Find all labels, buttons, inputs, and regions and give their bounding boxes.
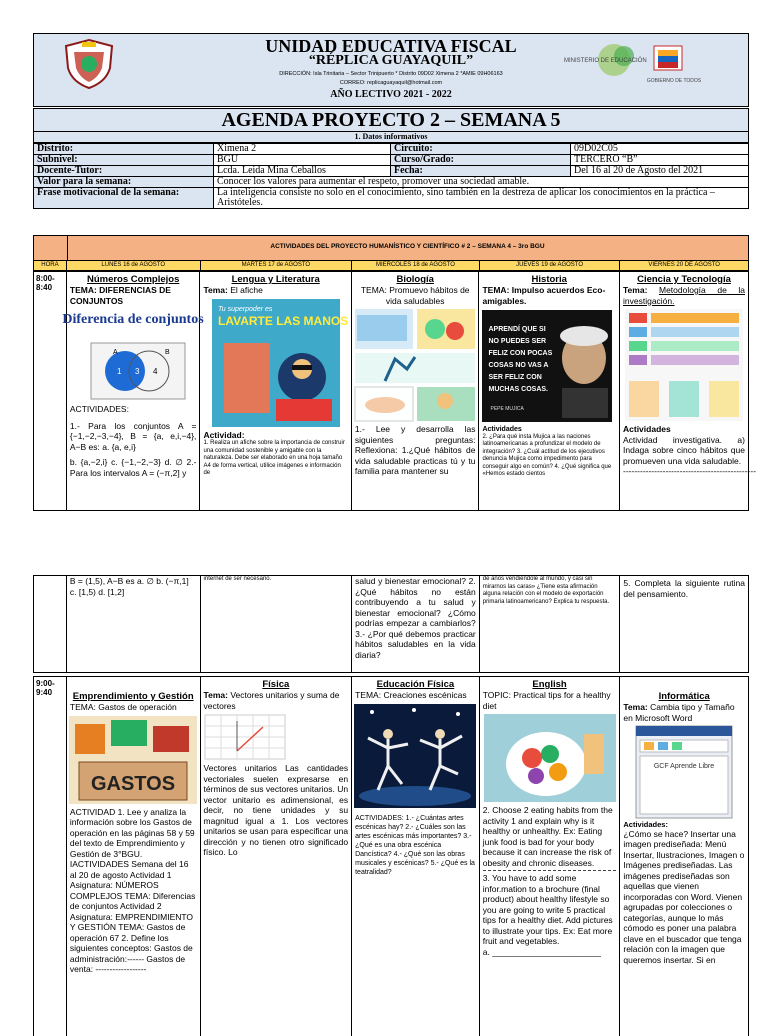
- ministry-logo-icon: [554, 38, 706, 86]
- gcf-text: GCF Aprende Libre: [654, 763, 715, 770]
- fecha-value: Del 16 al 20 de Agosto del 2021: [571, 166, 749, 177]
- subject-biologia: Biología: [396, 274, 434, 285]
- frase-label: Frase motivacional de la semana:: [34, 188, 214, 209]
- healthy-habits-image: [355, 309, 475, 421]
- day-martes: MARTES 17 de AGOSTO: [201, 261, 353, 270]
- viernes-cell-2: [620, 677, 748, 1036]
- word-screenshot-image: [636, 726, 732, 818]
- subject-numeros-complejos: Números Complejos: [86, 274, 180, 285]
- poster-line-1: Tu superpoder es: [217, 305, 273, 313]
- activities-title: ACTIVIDADES DEL PROYECTO HUMANÍSTICO Y CIENTÍFICO # 2 – SEMANA 4 – 3ro BGU: [270, 243, 545, 250]
- valor-label: Valor para la semana:: [34, 177, 214, 188]
- tema-lunes: TEMA: DIFERENCIAS DE CONJUNTOS: [69, 285, 171, 306]
- martes-cont: internet de ser necesario.: [203, 576, 272, 582]
- subject-fisica: Física: [262, 679, 290, 690]
- subnivel-label: Subnivel:: [34, 155, 214, 166]
- vector-grid-image: [205, 715, 285, 759]
- jueves-cell-2: [480, 677, 621, 1036]
- days-header-row: [33, 261, 749, 271]
- distrito-label: Distrito:: [34, 144, 214, 155]
- frase-value: La inteligencia consiste no solo en el conocimiento, sino también en la destreza de aplicar los conocimientos en la práctica – Aristóteles.: [214, 188, 749, 209]
- day-hora: HORA: [34, 261, 67, 270]
- miercoles-cell-2: [352, 677, 480, 1036]
- research-methodology-image: [625, 309, 743, 421]
- tema-martes-2: Vectores unitarios y suma de vectores: [203, 690, 340, 711]
- actividades-jueves: Actividades: [482, 426, 522, 433]
- tema-viernes-2: Cambia tipo y Tamaño en Microsoft Word: [623, 702, 735, 723]
- viernes-dashes: -----------------------------------------------: [623, 466, 757, 476]
- ministry-logo-text: MINISTERIO DE EDUCACIÓN: [564, 58, 647, 64]
- martes-cell-2: [201, 677, 353, 1036]
- schedule-row-1-continued: [33, 575, 749, 673]
- school-header: [33, 33, 749, 107]
- quote-text: APRENDÍ QUE SI NO PUEDES SER FELIZ CON POCAS COSAS NO VAS A SER FELIZ CON MUCHAS COSAS.: [488, 326, 553, 393]
- jueves-text: 2. ¿Para qué insta Mujica a las naciones latinoamericanas a profundizar el modelo de integración? 3. ¿Cuál actitud de los ejecutivos denuncia Mujica como impedimento para conseguir algo en común? 4. ¿Qué significa que «Hemos estado cientos: [482, 433, 612, 477]
- valor-value: Conocer los valores para aumentar el respeto, promover una sociedad amable.: [214, 177, 749, 188]
- tema-label: Tema:: [203, 285, 228, 295]
- viernes-text-2: ¿Cómo se hace? Insertar una imagen prediseñada: Menú Insertar, Ilustraciones, Imagen o Imágenes prediseñadas. Las imágenes prediseñadas son aquellas que vienen incorporadas con Word. Vienen agrupadas por colecciones o categorías, aunque lo más cómodo es poner una palabra clave en el buscador que tenga relación con la imagen que queremos insertar. Si en: [623, 828, 745, 965]
- school-year: AÑO LECTIVO 2021 - 2022: [330, 89, 452, 100]
- mujica-quote-image: [482, 310, 612, 422]
- document-page-2: [0, 575, 768, 1024]
- distrito-value: Ximena 2: [214, 144, 391, 155]
- tema-label: Tema:: [623, 285, 648, 295]
- day-jueves: JUEVES 19 de AGOSTO: [480, 261, 621, 270]
- dancers-image: [354, 704, 476, 808]
- subject-informatica: Informática: [658, 691, 710, 702]
- topic-english: TOPIC: Practical tips for a healthy diet: [482, 690, 611, 711]
- miercoles-cont: salud y bienestar emocional? 2. ¿Qué hábitos no están contribuyendo a tu salud y bienestar emocional? ¿Cómo podrías empezar a cambiarlos? 3.- ¿Por qué debemos practicar hábitos saludables en la vida diaria?: [355, 576, 476, 660]
- school-email: CORREO: replicaguayaquil@hotmail.com: [339, 80, 443, 86]
- day-lunes: LUNES 16 de AGOSTO: [67, 261, 201, 270]
- tema-label: Tema:: [623, 702, 648, 712]
- tema-jueves: TEMA: Impulso acuerdos Eco-amigables.: [482, 285, 606, 306]
- svg-text:1: 1: [117, 367, 122, 376]
- schedule-row-1: [33, 271, 757, 511]
- lunes-text-2: ACTIVIDAD 1. Lee y analiza la información sobre los Gastos de operación en las páginas 58 y 59 del texto de Emprendimiento y Gestión de 3°BGU. IACTIVIDADES Semana del 16 al 20 de agosto Actividad 1 Asignatura: NÚMEROS COMPLEJOS TEMA: Diferencias de conjuntos Actividad 2 Asignatura: EMPRENDIMIENTO Y GESTIÓN TEMA: Gastos de operación 67 2. Define los siguientes conceptos: Gastos de administración:------ Gastos de venta: ------------------: [69, 806, 196, 974]
- school-subtitle: “RÉPLICA GUAYAQUIL”: [308, 53, 474, 68]
- docente-value: Lcda. Leida Mina Ceballos: [214, 166, 391, 177]
- subject-emprendimiento: Emprendimiento y Gestión: [72, 691, 194, 702]
- miercoles-text-2: ACTIVIDADES: 1.- ¿Cuántas artes escénicas hay? 2.- ¿Cuáles son las artes escénicas más importantes? 3.- ¿Qué es una obra escénica Dancística? 4.- ¿Qué son las obras musicales y escénicas? 5.- ¿Qué es la teatralidad?: [355, 814, 475, 876]
- miercoles-cell: [352, 272, 480, 510]
- lunes-question-2: b. {a,−2,i} c. {−1,−2,−3} d. ∅ 2.- Para los intervalos A = (−π,2] y: [69, 457, 197, 478]
- viernes-cell: [620, 272, 757, 510]
- circuito-value: 09D02C05: [571, 144, 749, 155]
- hora-cell-2: 9:00-9:40: [36, 679, 55, 697]
- lunes-question-1: 1.- Para los conjuntos A = {−1,−2,−3,−4}, B = {a, e,i,−4}, A−B es: a. {a, e,i}: [69, 420, 197, 452]
- healthy-food-image: [484, 714, 616, 802]
- tema-miercoles-2: TEMA: Creaciones escénicas: [355, 690, 467, 700]
- subject-historia: Historia: [531, 274, 567, 285]
- svg-text:B: B: [165, 349, 170, 356]
- venn-title: Diferencia de conjuntos: [62, 312, 204, 327]
- subject-lengua: Lengua y Literatura: [231, 274, 320, 285]
- jueves-cont: de años vendiéndole al mundo, y casi sin mirarnos las caras» ¿Tiene esta afirmación alguna relación con el modelo de exportación primaria latinoamericano? Explica tu respuesta.: [482, 576, 610, 605]
- lunes-cell-2: [67, 677, 201, 1036]
- day-miercoles: MIERCOLES 18 de AGOSTO: [352, 261, 480, 270]
- english-task-3: 3. You have to add some infor.mation to a brochure (final product) about healthy lifestyle so you are going to write 5 practical tips for a healthy diet. Add pictures to illustrate your tips. Ex: Eat more fruit and vegetables.: [482, 873, 613, 946]
- viernes-text: Actividad investigativa. a) Indaga sobre cinco hábitos que promueven una vida saludable.: [623, 434, 745, 466]
- viernes-cont: 5. Completa la siguiente rutina del pensamiento.: [623, 578, 745, 599]
- tema-lunes-2: TEMA: Gastos de operación: [69, 702, 177, 712]
- gastos-image-text: GASTOS: [91, 772, 176, 795]
- gastos-image: [69, 716, 197, 804]
- subject-educacion-fisica: Educación Física: [376, 679, 455, 690]
- venn-diagram-image: [62, 309, 204, 401]
- actividades-label: ACTIVIDADES:: [69, 404, 129, 414]
- school-title: UNIDAD EDUCATIVA FISCAL: [265, 36, 517, 56]
- subnivel-value: BGU: [214, 155, 391, 166]
- day-viernes: VIERNES 20 DE AGOSTO: [620, 261, 748, 270]
- svg-text:A: A: [113, 349, 118, 356]
- agenda-title: AGENDA PROYECTO 2 – SEMANA 5: [33, 108, 749, 132]
- school-address: DIRECCIÓN: Isla Trinitaria – Sector Trinipuerto * Distrito 09D02 Ximena 2 *AMIE 09H06163: [279, 71, 503, 77]
- actividades-viernes: Actividades: [623, 424, 671, 434]
- government-logo-text: GOBIERNO DE TODOS: [646, 78, 702, 84]
- circuito-label: Circuito:: [391, 144, 571, 155]
- docente-label: Docente-Tutor:: [34, 166, 214, 177]
- tema-viernes: Metodología de la investigación.: [623, 285, 745, 306]
- portrait-icon: [552, 318, 612, 418]
- tema-label: Tema:: [203, 690, 228, 700]
- handwash-poster-image: [212, 299, 348, 427]
- actividad-label: Actividad:: [203, 429, 245, 440]
- subject-ciencia: Ciencia y Tecnología: [637, 274, 731, 285]
- tema-martes: El afiche: [230, 285, 263, 295]
- info-table: [33, 143, 749, 209]
- hora-cell: 8:00-8:40: [36, 274, 55, 292]
- english-task-2: 2. Choose 2 eating habits from the activity 1 and explain why is it healthy or unhealthy. Ex: Eating junk food is bad for your body because it can increase the risk of obesity and chronic diseases.: [482, 805, 613, 868]
- english-answer-a: a. _______________________: [482, 946, 601, 957]
- miercoles-text: 1.- Lee y desarrolla las siguientes preguntas: Reflexiona: 1.¿Qué hábitos de vida saludable practicas tú y tu familia para mantener su: [354, 424, 476, 476]
- jueves-cell: [479, 272, 620, 510]
- datos-title: 1. Datos informativos: [33, 132, 749, 143]
- svg-text:4: 4: [153, 367, 158, 376]
- schedule-row-2: [33, 676, 749, 1036]
- quote-author: PEPE MUJICA: [490, 406, 524, 412]
- curso-label: Curso/Grado:: [391, 155, 571, 166]
- activities-band: [33, 235, 749, 261]
- subject-english: English: [532, 679, 567, 690]
- actividades-viernes-2: Actividades:: [623, 820, 668, 829]
- curso-value: TERCERO “B”: [571, 155, 749, 166]
- lunes-cell: [62, 272, 204, 510]
- martes-cell: [200, 272, 351, 510]
- tema-miercoles: TEMA: Promuevo hábitos de vida saludables: [360, 285, 470, 306]
- poster-line-2: LAVARTE LAS MANOS: [217, 313, 348, 328]
- lunes-cont: B = (1,5), A−B es a. ∅ b. (−π,1] c. [1,5) d. [1,2]: [69, 576, 189, 597]
- martes-activity-text: 1. Realiza un afiche sobre la importancia de construir una comunidad sostenible y amigable con la naturaleza. Debe ser elaborado en una hoja tamaño A4 de forma vertical, utilice imágenes e información de: [203, 440, 345, 476]
- martes-text-2: Vectores unitarios Las cantidades vectoriales suelen expresarse en términos de sus vectores unitarios. Un vector unitario es adimensional, es decir, no tiene unidades y su magnitud igual a 1. Los vectores unitarios se usan para especificar una dirección y no tienen otro significado físico. Lo: [203, 763, 349, 857]
- fecha-label: Fecha:: [391, 166, 571, 177]
- svg-text:3: 3: [135, 367, 140, 376]
